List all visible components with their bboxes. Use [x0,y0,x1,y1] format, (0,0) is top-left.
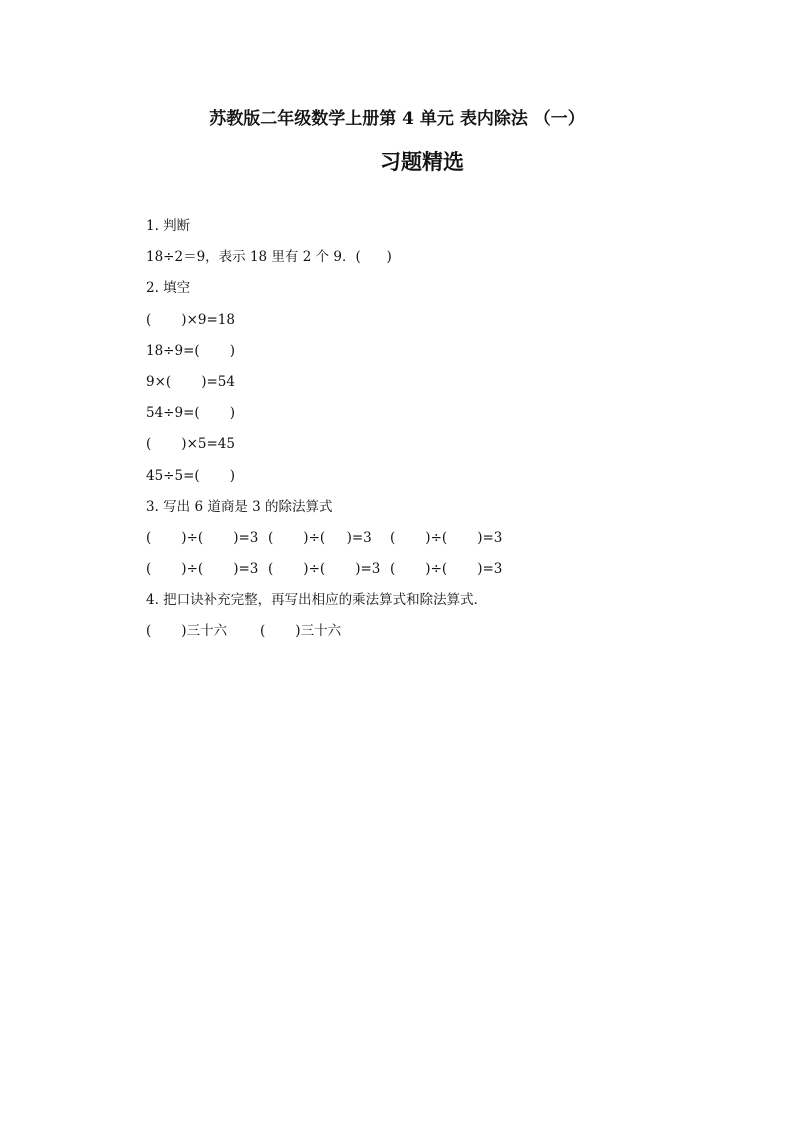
division-row [146,528,706,559]
fill-blank-item: ( )×5=45 [146,436,235,453]
question-2-heading: 2. 填空 [146,280,191,297]
questions-section [146,216,706,653]
division-equation: ( )÷( )=3 [390,529,503,546]
rhyme-blank: ( )三十六 [146,623,228,640]
rhyme-blank: ( )三十六 [260,623,342,640]
question-1-item: 18÷2＝9，表示 18 里有 2 个 9．( ) [146,249,392,266]
fill-blank-item: 45÷5=( ) [146,467,235,484]
question-3-heading: 3. 写出 6 道商是 3 的除法算式 [146,498,333,515]
worksheet-title: 苏教版二年级数学上册第 4 单元 表内除法 （一） [209,109,585,129]
question-4-heading: 4. 把口诀补充完整，再写出相应的乘法算式和除法算式． [146,592,488,609]
worksheet-subtitle: 习题精选 [380,149,464,174]
fill-blank-item: 18÷9=( ) [146,342,235,359]
division-equation: ( )÷( )=3 [146,561,259,578]
division-equation: ( )÷( )=3 [268,529,372,546]
fill-blank-item: 54÷9=( ) [146,405,235,422]
question-1-heading: 1. 判断 [146,218,191,234]
division-equation: ( )÷( )=3 [268,561,381,578]
rhyme-row [146,621,706,652]
fill-blank-item: ( )×9=18 [146,311,235,328]
division-row [146,559,706,590]
fill-blank-item: 9×( )=54 [146,373,235,390]
division-equation: ( )÷( )=3 [390,561,503,578]
division-equation: ( )÷( )=3 [146,529,259,546]
